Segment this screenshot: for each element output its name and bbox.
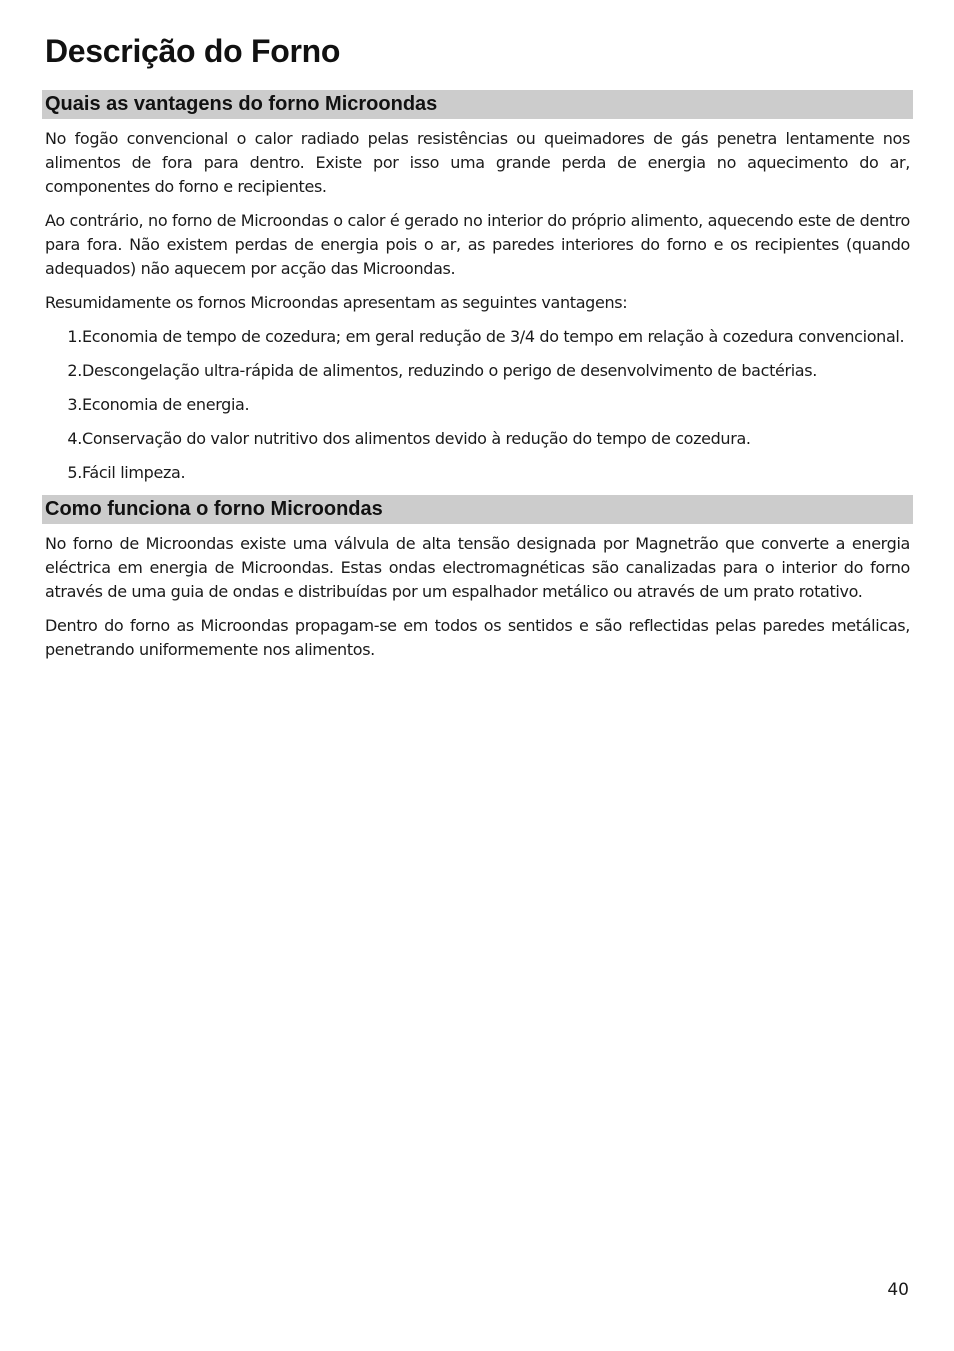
page-title: Descrição do Forno — [45, 33, 341, 69]
list-item-text: Economia de tempo de cozedura; em geral redução de 3/4 do tempo em relação à cozedura convencional. — [82, 327, 905, 346]
list-item-number: 4. — [67, 429, 82, 448]
page-number: 40 — [887, 1280, 909, 1300]
list-item-number: 2. — [67, 361, 82, 380]
paragraph-propagation: Dentro do forno as Microondas propagam-se em todos os sentidos e são reflectidas pelas paredes metálicas, penetrando uniformemente nos alimentos. — [45, 616, 910, 659]
section-heading-how-it-works: Como funciona o forno Microondas — [42, 495, 913, 524]
list-item — [45, 427, 910, 451]
section-advantages — [45, 90, 910, 485]
section-heading-advantages: Quais as vantagens do forno Microondas — [42, 90, 913, 119]
list-item-text: Descongelação ultra-rápida de alimentos, reduzindo o perigo de desenvolvimento de bactérias. — [82, 361, 817, 380]
document-page — [45, 30, 910, 672]
list-item — [45, 461, 910, 485]
list-item-number: 5. — [67, 463, 82, 482]
list-item-number: 3. — [67, 395, 82, 414]
list-item — [45, 393, 910, 417]
paragraph-magnetron: No forno de Microondas existe uma válvula de alta tensão designada por Magnetrão que converte a energia eléctrica em energia de Microondas. Estas ondas electromagnéticas são canalizadas para o interior do forno através de uma guia de ondas e distribuídas por um espalhador metálico ou através de um prato rotativo. — [45, 534, 910, 601]
paragraph-advantages-intro: Resumidamente os fornos Microondas apresentam as seguintes vantagens: — [45, 293, 628, 312]
list-item-text: Conservação do valor nutritivo dos alimentos devido à redução do tempo de cozedura. — [82, 429, 751, 448]
list-item-text: Economia de energia. — [82, 395, 250, 414]
list-item — [45, 359, 910, 383]
section-how-it-works — [45, 495, 910, 662]
advantages-list — [45, 325, 910, 485]
paragraph-conventional-oven: No fogão convencional o calor radiado pelas resistências ou queimadores de gás penetra lentamente nos alimentos de fora para dentro. Existe por isso uma grande perda de energia no aquecimento do ar, componentes do forno e recipientes. — [45, 129, 910, 196]
list-item — [45, 325, 910, 349]
list-item-text: Fácil limpeza. — [82, 463, 186, 482]
list-item-number: 1. — [67, 327, 82, 346]
paragraph-microwave-heating: Ao contrário, no forno de Microondas o calor é gerado no interior do próprio alimento, aquecendo este de dentro para fora. Não existem perdas de energia pois o ar, as paredes interiores do forno e os recipientes (quando adequados) não aquecem por acção das Microondas. — [45, 211, 910, 278]
